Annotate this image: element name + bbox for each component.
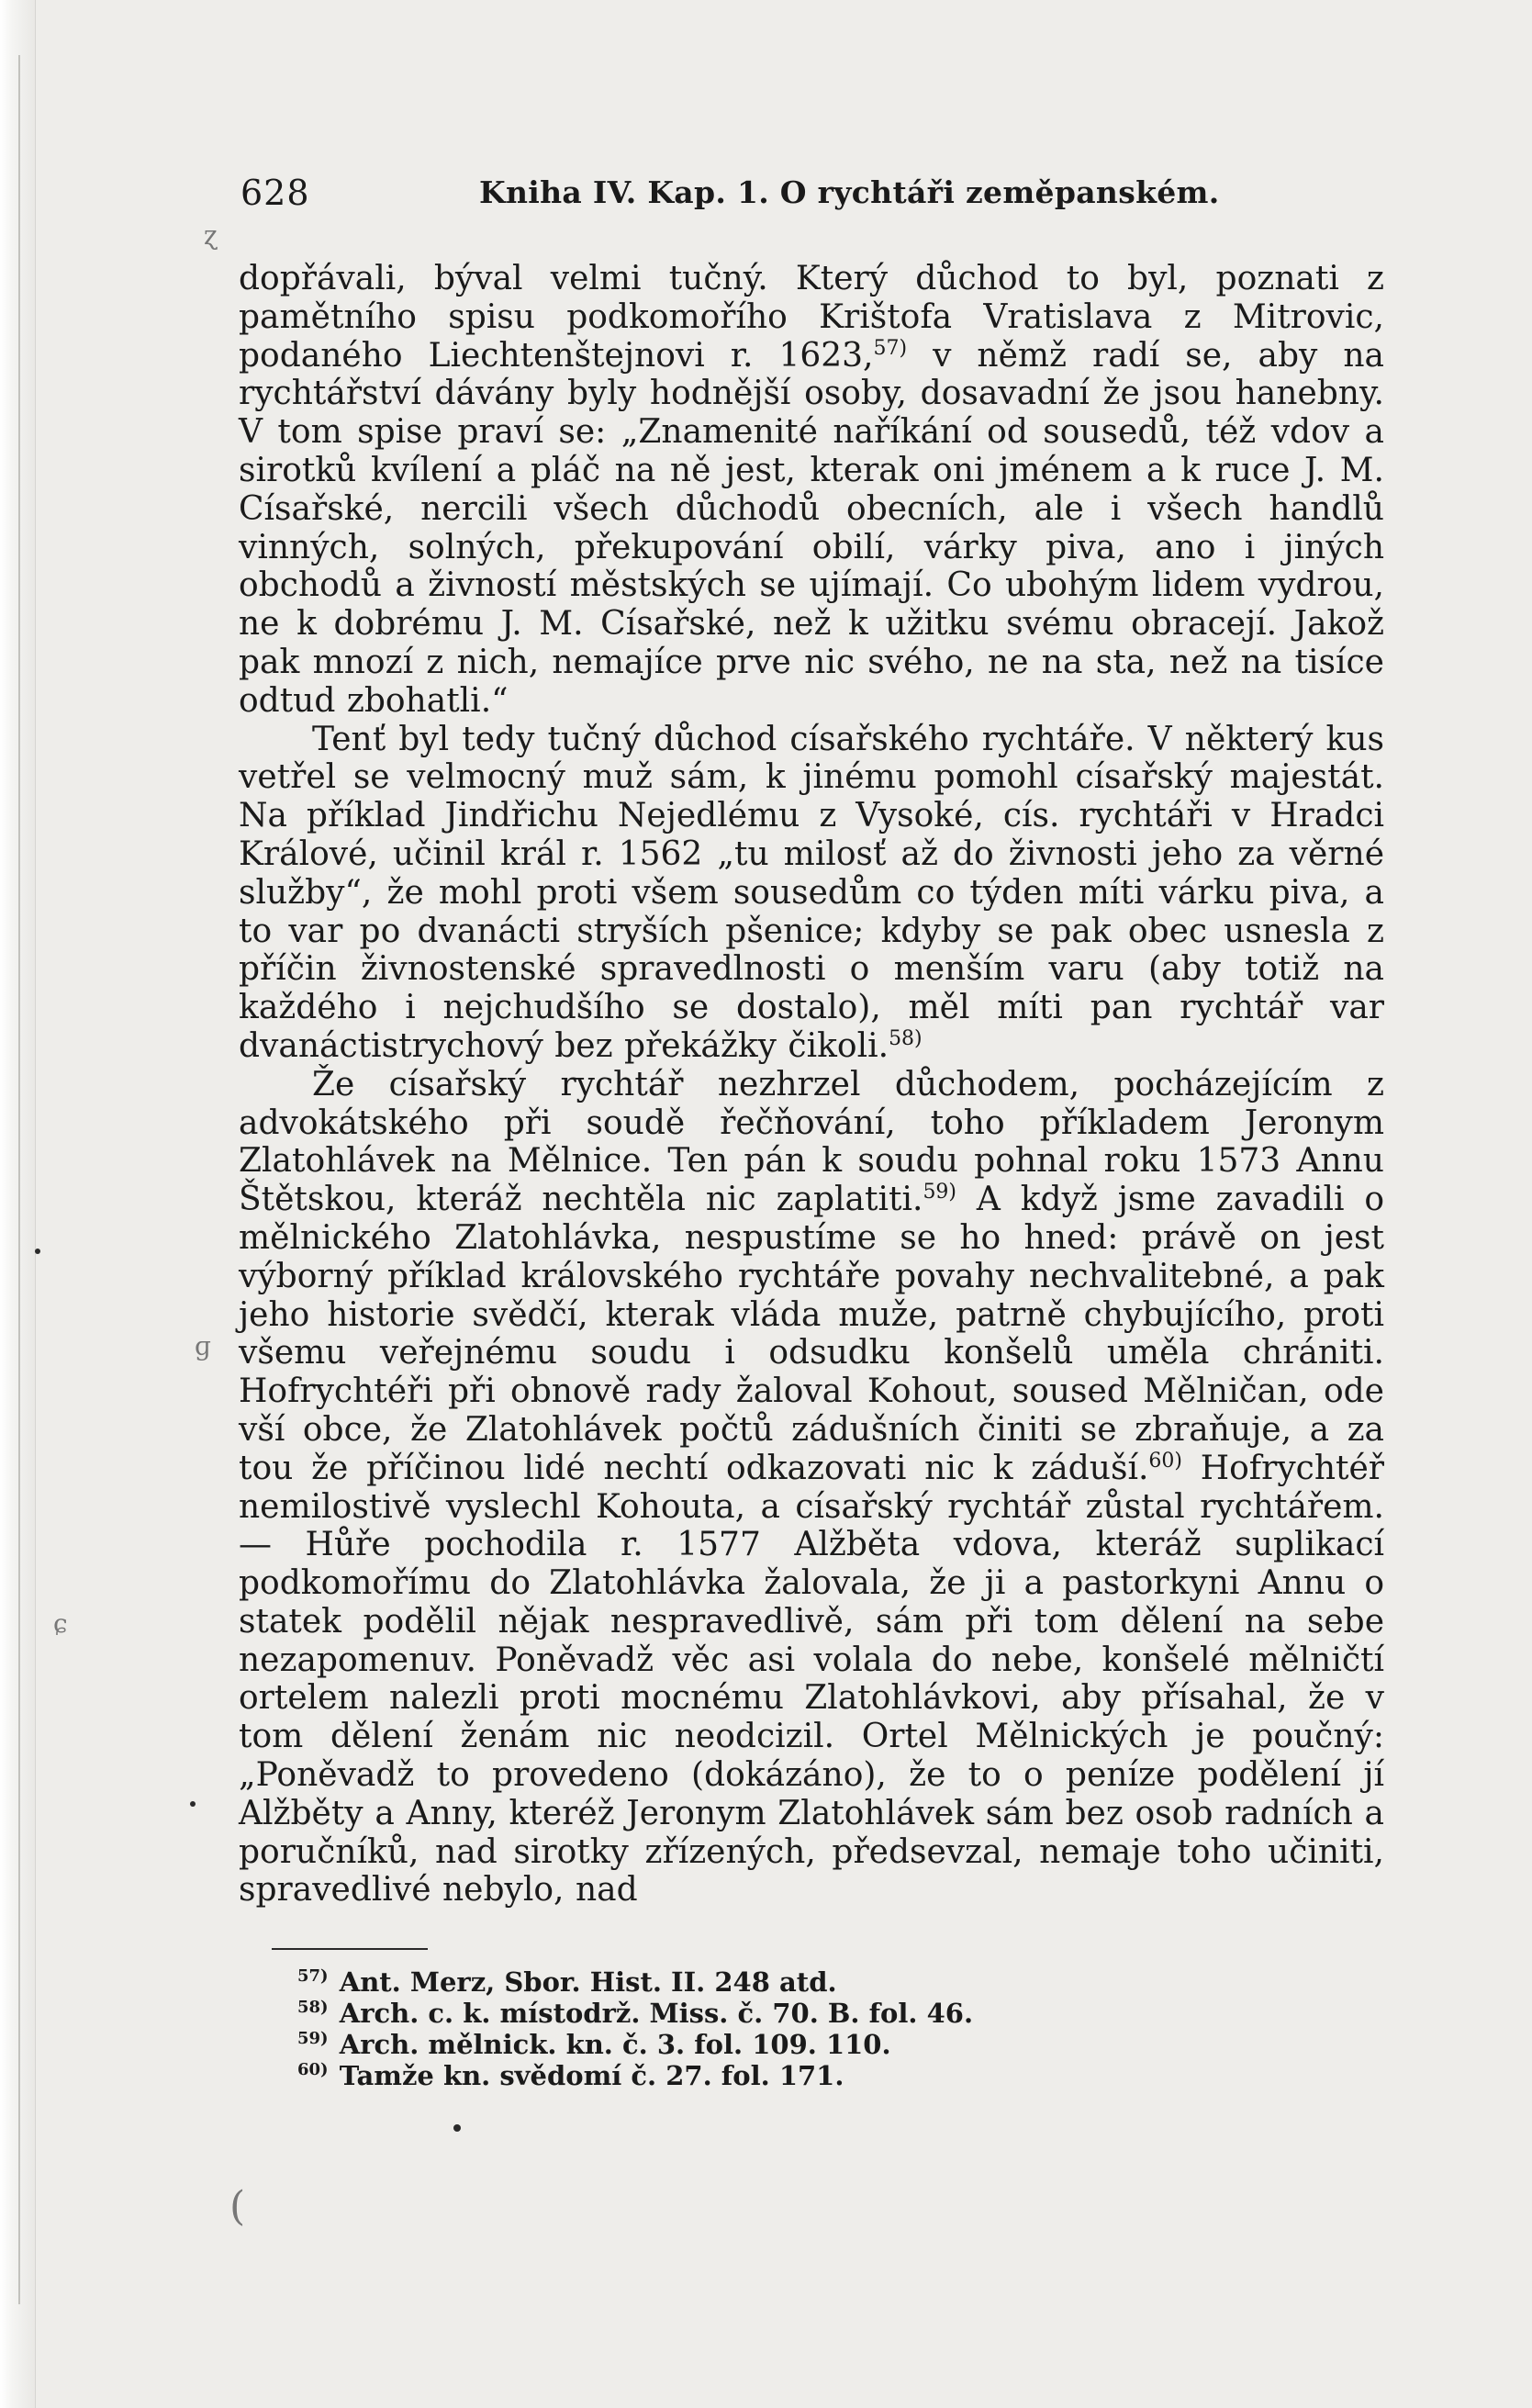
paragraph-3-text-c: Hofrychtéř nemilostivě vyslechl Kohouta, a císařský rychtář zůstal rychtářem. — Hůře pochodila r. 1577 Alžběta vdova, kteráž suplikací podkomořímu do Zlatohlávka žalovala, že ji a pastorkyni Annu o statek podělil nějak nespravedlivě, sám při tom dělení na sebe nezapomenuv. Poněvadž věc asi volala do nebe, konšelé mělničtí ortelem nalezli proti mocnému Zlatohlávkovi, aby přísahal, že v tom dělení ženám nic neodcizil. Ortel Mělnických je poučný: „Poněvadž to provedeno (dokázáno), že to o peníze podělení jí Alžběty a Anny, kteréž Jeronym Zlatohlávek sám bez osob radních a poručníků, nad sirotky zřízených, předsevzal, nemaje toho učiniti, spravedlivé nebylo, nad xyxy=(239,1449,1384,1910)
footnote-60 xyxy=(297,2060,1124,2091)
footnote-ref-57: 57) xyxy=(873,336,908,360)
paragraph-1-text-a: dopřávali, býval velmi tučný. Který důchod to byl, poznati z pamětního spisu podkomořího Krištofa Vratislava z Mitrovic, podaného Liechtenštejnovi r. 1623, xyxy=(239,260,1384,375)
footnote-ref-58: 58) xyxy=(889,1026,923,1050)
paragraph-3-text-b: A když jsme zavadili o mělnického Zlatohlávka, nespustíme se ho hned: právě on jest výborný příklad královského rychtáře povahy nechvalitebné, a pak jeho historie svědčí, kterak vláda muže, patrně chybujícího, proti všemu veřejnému soudu i odsudku konšelů uměla chrániti. Hofrychtéři při obnově rady žaloval Kohout, soused Mělničan, ode vší obce, že Zlatohlávek počtů zádušních činiti se zbraňuje, a za tou že příčinou lidé nechtí odkazovati nic k záduší. xyxy=(239,1181,1385,1487)
paragraph-1 xyxy=(239,260,1384,721)
running-head: Kniha IV. Kap. 1. O rychtáři zeměpanském. xyxy=(479,174,1220,210)
pencil-mark: ɀ xyxy=(204,220,218,251)
ink-dot xyxy=(453,2124,461,2132)
footnote-59 xyxy=(297,2029,1124,2060)
paragraph-1-text-b: v němž radí se, aby na rychtářství dávány byly hodnější osoby, dosavadní že jsou hanebny. V tom spise praví se: „Znamenité naříkání od sousedů, též vdov a sirotků kvílení a pláč na ně jest, kterak oni jménem a k ruce J. M. Císařské, nercili všech důchodů obecních, ale i všech handlů vinných, solných, překupování obilí, várky piva, ano i jiných obchodů a živností městských se ujímají. Co ubohým lidem vydrou, ne k dobrému J. M. Císařské, než k užitku svému obracejí. Jakož pak mnozí z nich, nemajíce prve nic svého, ne na sta, než na tisíce odtud zbohatli.“ xyxy=(239,336,1384,720)
footnote-mark: 58) xyxy=(297,1998,329,2018)
footnote-separator xyxy=(272,1948,428,1950)
main-text xyxy=(239,260,1384,1910)
paragraph-3-text-a: Že císařský rychtář nezhrzel důchodem, pocházejícím z advokátského při soudě řečňování, toho příkladem Jeronym Zlatohlávek na Mělnice. Ten pán k soudu pohnal roku 1573 Annu Štětskou, kteráž nechtěla nic zaplatiti. xyxy=(239,1065,1384,1219)
pencil-mark: ɡ xyxy=(195,1331,211,1361)
binding-line xyxy=(18,55,20,2304)
pencil-mark: ɕ xyxy=(53,1608,68,1639)
paragraph-2 xyxy=(239,721,1384,1066)
footnote-57 xyxy=(297,1966,1124,1998)
footnote-ref-60: 60) xyxy=(1148,1449,1182,1473)
footnote-ref-59: 59) xyxy=(923,1181,957,1204)
page-header xyxy=(240,163,1388,218)
footnote-mark: 60) xyxy=(297,2060,329,2080)
pencil-mark: ( xyxy=(229,2183,246,2230)
page-number: 628 xyxy=(240,173,310,213)
paragraph-3 xyxy=(239,1066,1384,1910)
footnote-58 xyxy=(297,1998,1124,2029)
ink-dot xyxy=(190,1801,196,1807)
footnote-text: Tamže kn. svědomí č. 27. fol. 171. xyxy=(339,2060,844,2091)
ink-dot xyxy=(35,1249,40,1254)
footnote-text: Arch. mělnick. kn. č. 3. fol. 109. 110. xyxy=(339,2029,891,2060)
footnote-mark: 59) xyxy=(297,2029,329,2049)
footnote-mark: 57) xyxy=(297,1966,329,1987)
footnotes xyxy=(297,1966,1124,2091)
footnote-text: Ant. Merz, Sbor. Hist. II. 248 atd. xyxy=(339,1966,837,1998)
footnote-text: Arch. c. k. místodrž. Miss. č. 70. B. fol. 46. xyxy=(339,1998,974,2029)
paragraph-2-text-a: Tenť byl tedy tučný důchod císařského rychtáře. V některý kus vetřel se velmocný muž sám, k jinému pomohl císařský majestát. Na příklad Jindřichu Nejedlému z Vysoké, cís. rychtáři v Hradci Králové, učinil král r. 1562 „tu milosť až do živnosti jeho za věrné služby“, že mohl proti všem sousedům co týden míti várku piva, a to var po dvanácti stryších pšenice; kdyby se pak obec usnesla z příčin živnostenské spravedlnosti o menším varu (aby totiž na každého i nejchudšího se dostalo), měl míti pan rychtář var dvanáctistrychový bez překážky čikoli. xyxy=(239,720,1384,1065)
